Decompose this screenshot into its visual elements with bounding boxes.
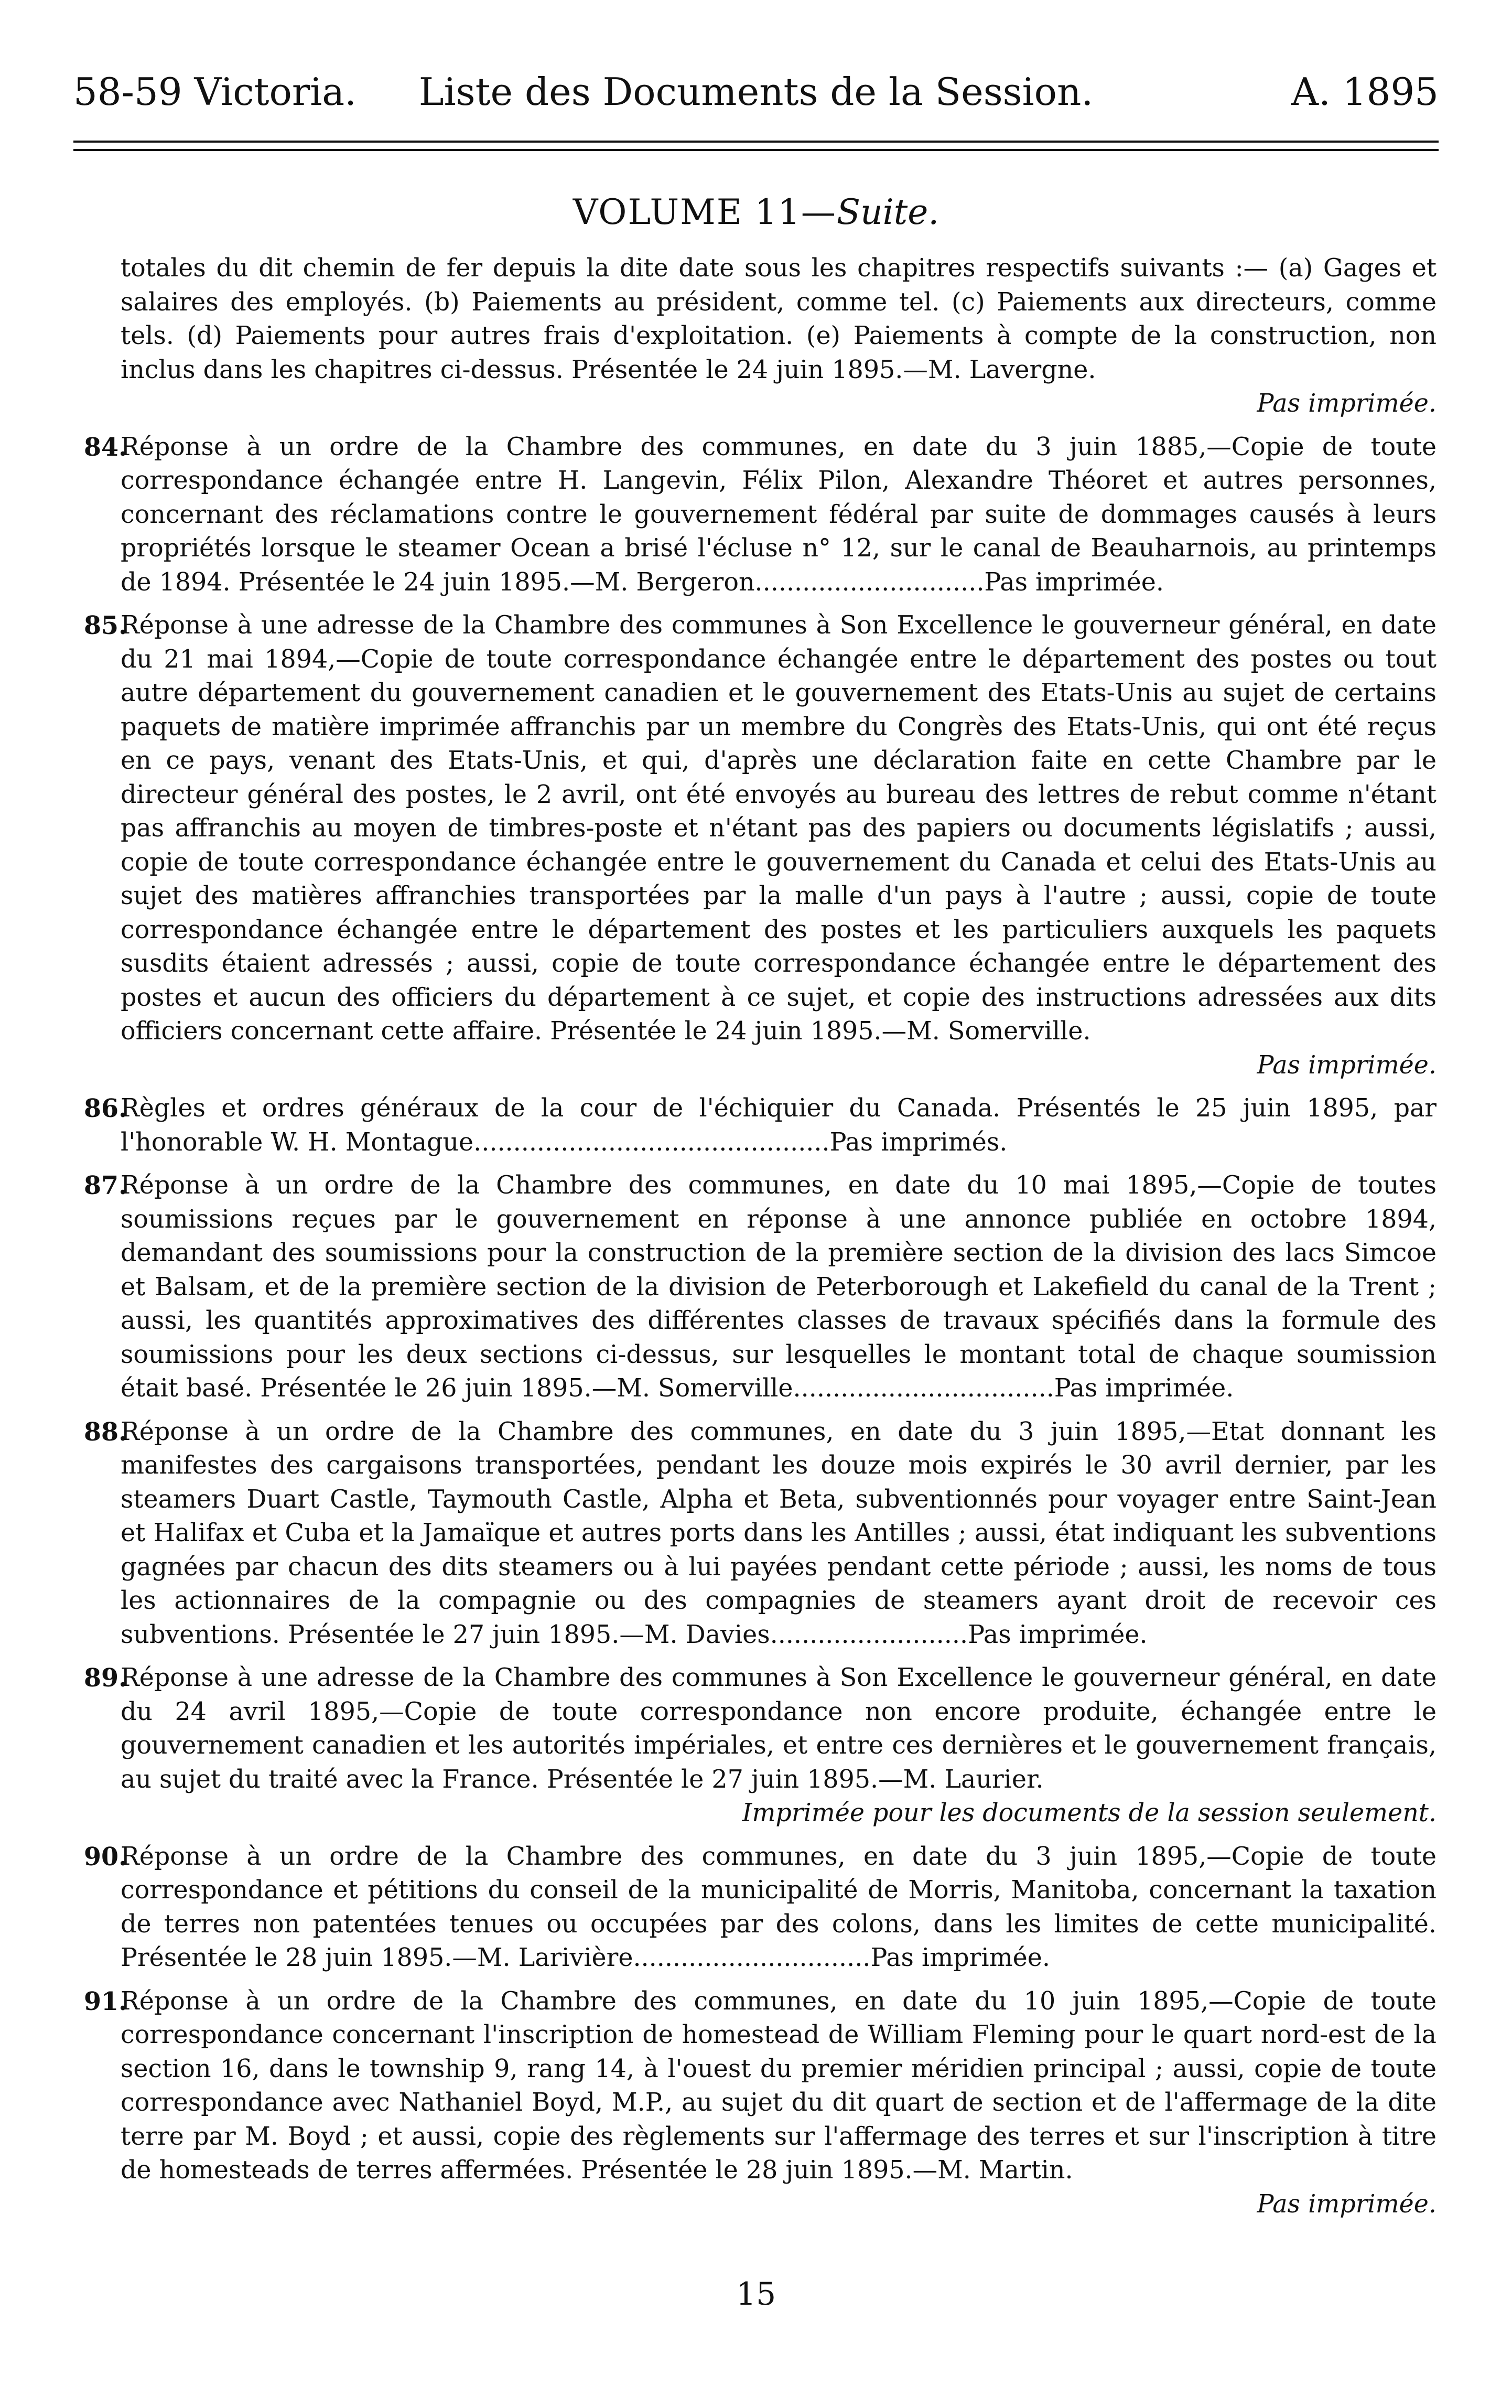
entry-status: Pas imprimée. <box>1257 2189 1437 2219</box>
header-right: A. 1895 <box>1291 70 1439 114</box>
entry-number: 90. <box>84 1842 127 1872</box>
entry-number: 85. <box>84 611 127 640</box>
entry-number: 84. <box>84 432 127 462</box>
entry-84 <box>84 431 1437 600</box>
entry-number: 91. <box>84 1986 127 2016</box>
entry-text: Réponse à une adresse de la Chambre des communes à Son Excellence le gouverneur général, en date du 24 avril 1895,—Copie de toute correspondance non encore produite, échangée entre le gouvernement canadien et les autorités impériales, et entre ces dernières et le gouvernement français, au sujet du traité avec la France. Présentée le 27 juin 1895.—M. Laurier. <box>121 1663 1437 1794</box>
continuation-entry <box>121 252 1437 421</box>
entry-text: Réponse à une adresse de la Chambre des communes à Son Excellence le gouverneur général, en date du 21 mai 1894,—Copie de toute correspondance échangée entre le département des postes ou tout autre département du gouvernement canadien et le gouvernement des Etats-Unis au sujet de certains paquets de matière imprimée affranchis par un membre du Congrès des Etats-Unis, qui ont été reçus en ce pays, venant des Etats-Unis, et qui, d'après une déclaration faite en cette Chambre par le directeur général des postes, le 2 avril, ont été envoyés au bureau des lettres de rebut comme n'étant pas affranchis au moyen de timbres-poste et n'étant pas des papiers ou documents législatifs ; aussi, copie de toute correspondance échangée entre le gouvernement du Canada et celui des Etats-Unis au sujet des matières affranchies transportées par la malle d'un pays à l'autre ; aussi, copie de toute correspondance échangée entre le département des postes et les particuliers auxquels les paquets susdits étaient adressés ; aussi, copie de toute correspondance échangée entre le département des postes et aucun des officiers du département à ce sujet, et copie des instructions adressées aux dits officiers concernant cette affaire. Présentée le 24 juin 1895.—M. Somerville. <box>121 611 1437 1046</box>
entry-number: 89. <box>84 1663 127 1693</box>
page-number: 15 <box>736 2276 776 2313</box>
entry-91 <box>84 1985 1437 2222</box>
header-rule-bottom <box>73 149 1439 151</box>
entry-88 <box>84 1415 1437 1652</box>
entry-text: Réponse à un ordre de la Chambre des communes, en date du 10 mai 1895,—Copie de toutes soumissions reçues par le gouvernement en réponse à une annonce publiée en octobre 1894, demandant des soumissions pour la construction de la première section de la division des lacs Simcoe et Balsam, et de la première section de la division de Peterborough et Lakefield du canal de la Trent ; aussi, les quantités approximatives des différentes classes de travaux spécifiés dans la formule des soumissions pour les deux sections ci-dessus, sur lesquelles le montant total de chaque soumission était basé. Présentée le 26 juin 1895.—M. Somerville.................................Pas imprimée. <box>121 1171 1437 1403</box>
entry-86 <box>84 1092 1437 1159</box>
header-left: 58-59 Victoria. <box>73 70 357 114</box>
entry-87 <box>84 1169 1437 1406</box>
entry-text: Règles et ordres généraux de la cour de l'échiquier du Canada. Présentés le 25 juin 1895, par l'honorable W. H. Montague.............................................Pas imprimés. <box>121 1094 1437 1157</box>
volume-suite: Suite. <box>836 192 939 232</box>
running-header <box>73 63 1439 121</box>
document-body <box>84 252 1437 2231</box>
volume-heading: VOLUME 11—Suite. <box>573 192 939 232</box>
volume-title: VOLUME 11 <box>573 192 801 232</box>
entry-89 <box>84 1661 1437 1831</box>
entry-text: totales du dit chemin de fer depuis la dite date sous les chapitres respectifs suivants :— (a) Gages et salaires des employés. (b) Paiements au président, comme tel. (c) Paiements aux directeurs, comme tels. (d) Paiements pour autres frais d'exploitation. (e) Paiements à compte de la construction, non inclus dans les chapitres ci-dessus. Présentée le 24 juin 1895.—M. Lavergne. <box>121 254 1437 384</box>
entry-text: Réponse à un ordre de la Chambre des communes, en date du 3 juin 1895,—Copie de toute correspondance et pétitions du conseil de la municipalité de Morris, Manitoba, concernant la taxation de terres non patentées tenues ou occupées par des colons, dans les limites de cette municipalité. Présentée le 28 juin 1895.—M. Larivière..............................Pas imprimée. <box>121 1842 1437 1972</box>
entry-status: Pas imprimée. <box>1257 1050 1437 1080</box>
header-rule-top <box>73 141 1439 143</box>
entry-85 <box>84 609 1437 1082</box>
entry-text: Réponse à un ordre de la Chambre des communes, en date du 3 juin 1895,—Etat donnant les manifestes des cargaisons transportées, pendant les douze mois expirés le 30 avril dernier, par les steamers Duart Castle, Taymouth Castle, Alpha et Beta, subventionnés pour voyager entre Saint-Jean et Halifax et Cuba et la Jamaïque et autres ports dans les Antilles ; aussi, état indiquant les subventions gagnées par chacun des dits steamers ou à lui payées pendant cette période ; aussi, les noms de tous les actionnaires de la compagnie ou des compagnies de steamers ayant droit de recevoir ces subventions. Présentée le 27 juin 1895.—M. Davies.........................Pas imprimée. <box>121 1417 1437 1649</box>
entry-status: Pas imprimée. <box>1257 389 1437 418</box>
header-title: Liste des Documents de la Session. <box>418 70 1094 114</box>
entry-number: 87. <box>84 1171 127 1200</box>
entry-status: Imprimée pour les documents de la session seulement. <box>742 1799 1437 1828</box>
entry-text: Réponse à un ordre de la Chambre des communes, en date du 10 juin 1895,—Copie de toute correspondance concernant l'inscription de homestead de William Fleming pour le quart nord-est de la section 16, dans le township 9, rang 14, à l'ouest du premier méridien principal ; aussi, copie de toute correspondance avec Nathaniel Boyd, M.P., au sujet du dit quart de section et de l'affermage de la dite terre par M. Boyd ; et aussi, copie des règlements sur l'affermage des terres et sur l'inscription à titre de homesteads de terres affermées. Présentée le 28 juin 1895.—M. Martin. <box>121 1986 1437 2185</box>
entry-text: Réponse à un ordre de la Chambre des communes, en date du 3 juin 1885,—Copie de toute correspondance échangée entre H. Langevin, Félix Pilon, Alexandre Théoret et autres personnes, concernant des réclamations contre le gouvernement fédéral par suite de dommages causés à leurs propriétés lorsque le steamer Ocean a brisé l'écluse n° 12, sur le canal de Beauharnois, au printemps de 1894. Présentée le 24 juin 1895.—M. Bergeron.............................Pas imprimée. <box>121 432 1437 597</box>
entry-number: 86. <box>84 1094 127 1123</box>
entry-number: 88. <box>84 1417 127 1447</box>
entry-90 <box>84 1840 1437 1975</box>
